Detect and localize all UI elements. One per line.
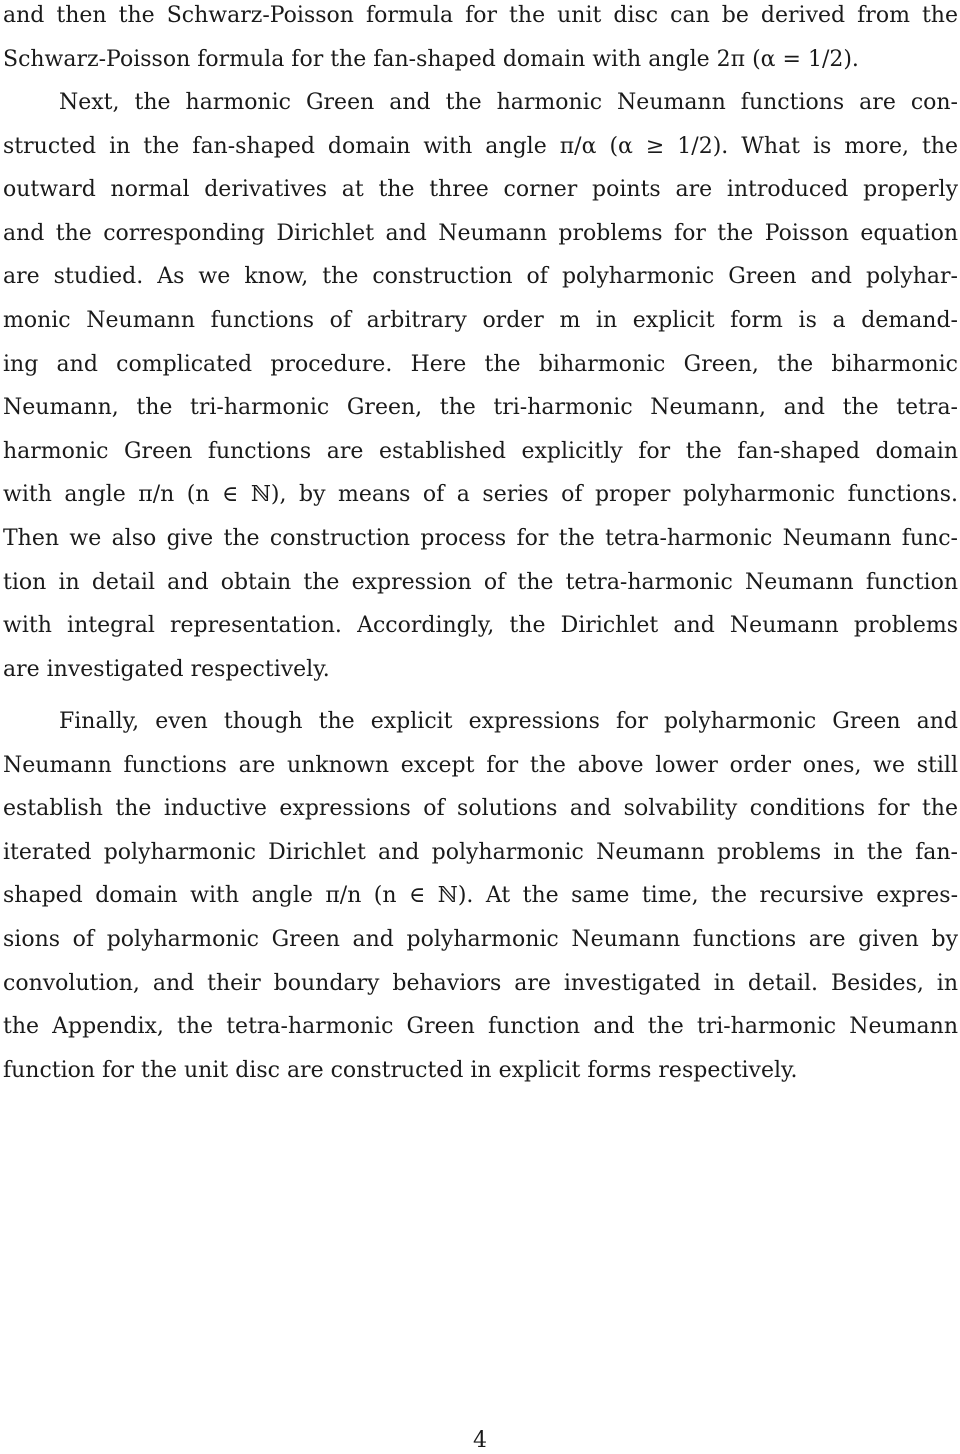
paragraph-3 — [3, 700, 958, 1092]
text-line-content: Finally, even though the explicit expressions for polyharmonic Green and — [59, 709, 958, 734]
text-line: outward normal derivatives at the three corner points are introduced properly — [3, 177, 958, 203]
text-line: and the corresponding Dirichlet and Neumann problems for the Poisson equation — [3, 220, 958, 246]
text-line: monic Neumann functions of arbitrary order m in explicit form is a demand- — [3, 307, 958, 333]
text-line: tion in detail and obtain the expression of the tetra-harmonic Neumann function — [3, 569, 958, 595]
text-line: Then we also give the construction process for the tetra-harmonic Neumann func- — [3, 525, 958, 551]
text-line: Neumann functions are unknown except for the above lower order ones, we still — [3, 752, 958, 778]
text-line: harmonic Green functions are established explicitly for the fan-shaped domain — [3, 438, 958, 464]
text-line: with integral representation. Accordingly, the Dirichlet and Neumann problems — [3, 613, 958, 639]
text-line: structed in the fan-shaped domain with angle π/α (α ≥ 1/2). What is more, the — [3, 133, 958, 159]
text-line-content: Next, the harmonic Green and the harmonic Neumann functions are con- — [59, 90, 958, 115]
text-line: Neumann, the tri-harmonic Green, the tri-harmonic Neumann, and the tetra- — [3, 395, 958, 421]
text-line: iterated polyharmonic Dirichlet and polyharmonic Neumann problems in the fan- — [3, 839, 958, 865]
text-line: establish the inductive expressions of solutions and solvability conditions for the — [3, 796, 958, 822]
text-line: are studied. As we know, the construction of polyharmonic Green and polyhar- — [3, 264, 958, 290]
text-line: with angle π/n (n ∈ ℕ), by means of a series of proper polyharmonic functions. — [3, 482, 958, 508]
text-line: convolution, and their boundary behaviors are investigated in detail. Besides, in — [3, 970, 958, 996]
text-line: are investigated respectively. — [3, 656, 330, 682]
text-line: function for the unit disc are constructed in explicit forms respectively. — [3, 1057, 798, 1083]
text-line: and then the Schwarz-Poisson formula for the unit disc can be derived from the — [3, 3, 958, 28]
paragraph-2 — [3, 81, 958, 691]
text-line: ing and complicated procedure. Here the biharmonic Green, the biharmonic — [3, 351, 958, 377]
text-line: shaped domain with angle π/n (n ∈ ℕ). At the same time, the recursive expres- — [3, 883, 958, 909]
text-line: sions of polyharmonic Green and polyharmonic Neumann functions are given by — [3, 926, 958, 952]
paragraph-1 — [3, 0, 958, 81]
page-number: 4 — [473, 1428, 487, 1453]
text-line: Schwarz-Poisson formula for the fan-shaped domain with angle 2π (α = 1/2). — [3, 46, 859, 72]
text-line — [3, 700, 958, 744]
text-line — [3, 81, 958, 125]
text-line: the Appendix, the tetra-harmonic Green function and the tri-harmonic Neumann — [3, 1014, 958, 1040]
